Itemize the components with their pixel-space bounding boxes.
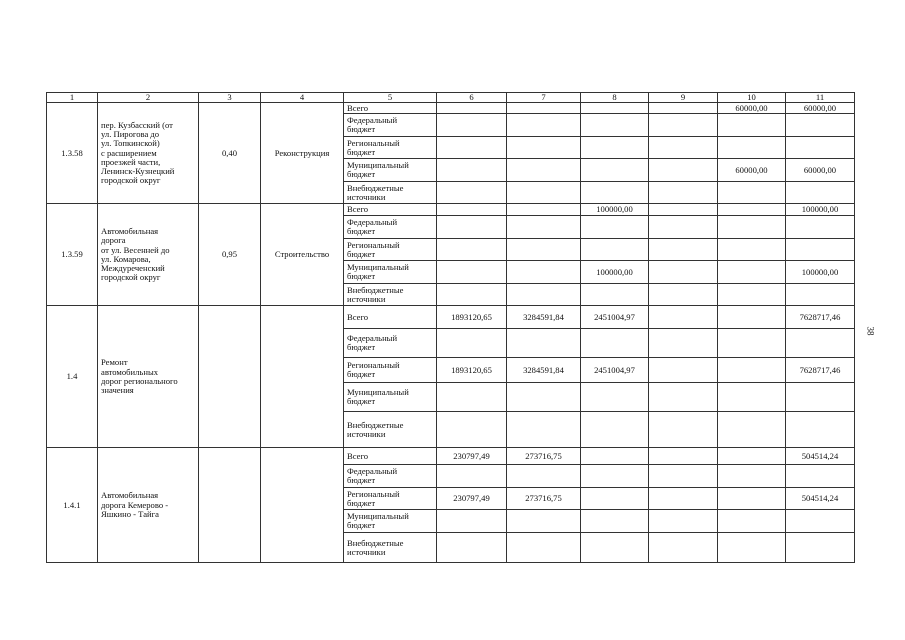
funding-source: Всего [344,448,437,465]
amount-cell [581,465,649,488]
col-header: 11 [786,93,855,103]
funding-source: Муниципальный бюджет [344,159,437,182]
table-row [47,448,855,465]
amount-cell [718,114,786,137]
funding-source: Региональный бюджет [344,488,437,510]
amount-cell [786,114,855,137]
amount-cell [649,329,718,358]
amount-cell [786,329,855,358]
table-row [47,103,855,114]
amount-cell: 1893120,65 [437,306,507,329]
amount-cell [437,103,507,114]
funding-source: Всего [344,306,437,329]
amount-cell [786,216,855,239]
financing-table [46,92,855,563]
amount-cell [649,204,718,216]
amount-cell [507,239,581,261]
amount-cell [507,533,581,563]
item-length: 0,40 [199,103,261,204]
amount-cell [581,103,649,114]
amount-cell: 60000,00 [718,103,786,114]
amount-cell [649,137,718,159]
amount-cell [507,284,581,306]
funding-source: Внебюджетные источники [344,533,437,563]
funding-source: Внебюджетные источники [344,412,437,448]
amount-cell: 273716,75 [507,488,581,510]
amount-cell [437,329,507,358]
item-number: 1.4 [47,306,98,448]
amount-cell: 7628717,46 [786,306,855,329]
amount-cell: 1893120,65 [437,358,507,383]
amount-cell [581,284,649,306]
amount-cell: 100000,00 [581,261,649,284]
item-work-type [261,448,344,563]
amount-cell [786,182,855,204]
amount-cell [437,383,507,412]
amount-cell [649,114,718,137]
amount-cell [786,383,855,412]
amount-cell [718,533,786,563]
amount-cell [507,137,581,159]
amount-cell [437,216,507,239]
item-name: Автомобильная дорога от ул. Весенней до ул. Комарова, Междуреченский городской округ [98,204,199,306]
amount-cell [718,137,786,159]
funding-source: Федеральный бюджет [344,329,437,358]
amount-cell [718,510,786,533]
amount-cell: 7628717,46 [786,358,855,383]
funding-source: Федеральный бюджет [344,216,437,239]
amount-cell [649,358,718,383]
amount-cell [507,103,581,114]
amount-cell [718,306,786,329]
amount-cell: 504514,24 [786,448,855,465]
amount-cell [437,465,507,488]
funding-source: Региональный бюджет [344,137,437,159]
amount-cell [786,137,855,159]
amount-cell [718,448,786,465]
item-name: пер. Кузбасский (от ул. Пирогова до ул. Топкинской) с расширением проезжей части, Ленинск-Кузнецкий городской округ [98,103,199,204]
amount-cell [786,412,855,448]
amount-cell [718,465,786,488]
col-header: 7 [507,93,581,103]
col-header: 2 [98,93,199,103]
funding-source: Федеральный бюджет [344,465,437,488]
funding-source: Муниципальный бюджет [344,261,437,284]
amount-cell [437,261,507,284]
amount-cell [718,239,786,261]
funding-source: Всего [344,204,437,216]
amount-cell [581,137,649,159]
amount-cell [581,182,649,204]
amount-cell [437,239,507,261]
item-number: 1.3.59 [47,204,98,306]
amount-cell [507,510,581,533]
item-work-type [261,306,344,448]
amount-cell: 60000,00 [786,159,855,182]
funding-source: Внебюджетные источники [344,182,437,204]
funding-source: Всего [344,103,437,114]
amount-cell [718,261,786,284]
amount-cell [649,448,718,465]
amount-cell [507,216,581,239]
amount-cell: 100000,00 [786,204,855,216]
amount-cell [718,412,786,448]
item-length [199,306,261,448]
amount-cell [718,383,786,412]
amount-cell [437,284,507,306]
amount-cell [507,114,581,137]
amount-cell [649,533,718,563]
col-header: 9 [649,93,718,103]
table-body [47,93,855,563]
amount-cell [786,533,855,563]
amount-cell [649,284,718,306]
amount-cell [581,412,649,448]
col-header: 1 [47,93,98,103]
amount-cell [437,137,507,159]
amount-cell [649,383,718,412]
col-header: 8 [581,93,649,103]
amount-cell [649,103,718,114]
funding-source: Муниципальный бюджет [344,383,437,412]
amount-cell: 230797,49 [437,448,507,465]
amount-cell [718,488,786,510]
amount-cell [786,239,855,261]
amount-cell [718,329,786,358]
item-name: Автомобильная дорога Кемерово - Яшкино - Тайга [98,448,199,563]
amount-cell [649,465,718,488]
amount-cell [507,412,581,448]
table-row [47,306,855,329]
amount-cell: 504514,24 [786,488,855,510]
amount-cell: 100000,00 [581,204,649,216]
amount-cell: 3284591,84 [507,306,581,329]
amount-cell [581,239,649,261]
amount-cell [437,533,507,563]
amount-cell [649,159,718,182]
amount-cell [718,204,786,216]
amount-cell [581,383,649,412]
amount-cell [437,182,507,204]
col-header: 4 [261,93,344,103]
amount-cell [581,533,649,563]
col-header: 3 [199,93,261,103]
item-length: 0,95 [199,204,261,306]
col-header: 5 [344,93,437,103]
amount-cell: 60000,00 [786,103,855,114]
header-row [47,93,855,103]
item-name: Ремонт автомобильных дорог регионального значения [98,306,199,448]
item-length [199,448,261,563]
amount-cell [649,182,718,204]
table-row [47,204,855,216]
amount-cell [507,465,581,488]
amount-cell [649,261,718,284]
amount-cell: 60000,00 [718,159,786,182]
amount-cell [718,182,786,204]
amount-cell [437,204,507,216]
amount-cell [649,510,718,533]
amount-cell [718,216,786,239]
col-header: 10 [718,93,786,103]
amount-cell: 2451004,97 [581,306,649,329]
amount-cell: 2451004,97 [581,358,649,383]
amount-cell [649,488,718,510]
amount-cell [507,329,581,358]
amount-cell [581,448,649,465]
amount-cell [507,383,581,412]
amount-cell [581,216,649,239]
item-number: 1.4.1 [47,448,98,563]
amount-cell [437,412,507,448]
amount-cell: 100000,00 [786,261,855,284]
amount-cell [649,306,718,329]
item-work-type: Строительство [261,204,344,306]
amount-cell [718,284,786,306]
amount-cell [786,510,855,533]
funding-source: Федеральный бюджет [344,114,437,137]
amount-cell [649,239,718,261]
amount-cell [437,114,507,137]
item-number: 1.3.58 [47,103,98,204]
amount-cell [581,114,649,137]
amount-cell [581,488,649,510]
amount-cell [649,216,718,239]
amount-cell [581,329,649,358]
funding-source: Внебюджетные источники [344,284,437,306]
funding-source: Региональный бюджет [344,239,437,261]
amount-cell [786,284,855,306]
amount-cell [507,261,581,284]
amount-cell [581,159,649,182]
funding-source: Муниципальный бюджет [344,510,437,533]
funding-source: Региональный бюджет [344,358,437,383]
amount-cell [718,358,786,383]
amount-cell: 273716,75 [507,448,581,465]
item-work-type: Реконструкция [261,103,344,204]
amount-cell [507,204,581,216]
amount-cell [786,465,855,488]
amount-cell [437,510,507,533]
amount-cell [649,412,718,448]
amount-cell [507,159,581,182]
col-header: 6 [437,93,507,103]
amount-cell [437,159,507,182]
amount-cell [507,182,581,204]
amount-cell [581,510,649,533]
amount-cell: 3284591,84 [507,358,581,383]
page-number: 38 [865,326,876,336]
amount-cell: 230797,49 [437,488,507,510]
